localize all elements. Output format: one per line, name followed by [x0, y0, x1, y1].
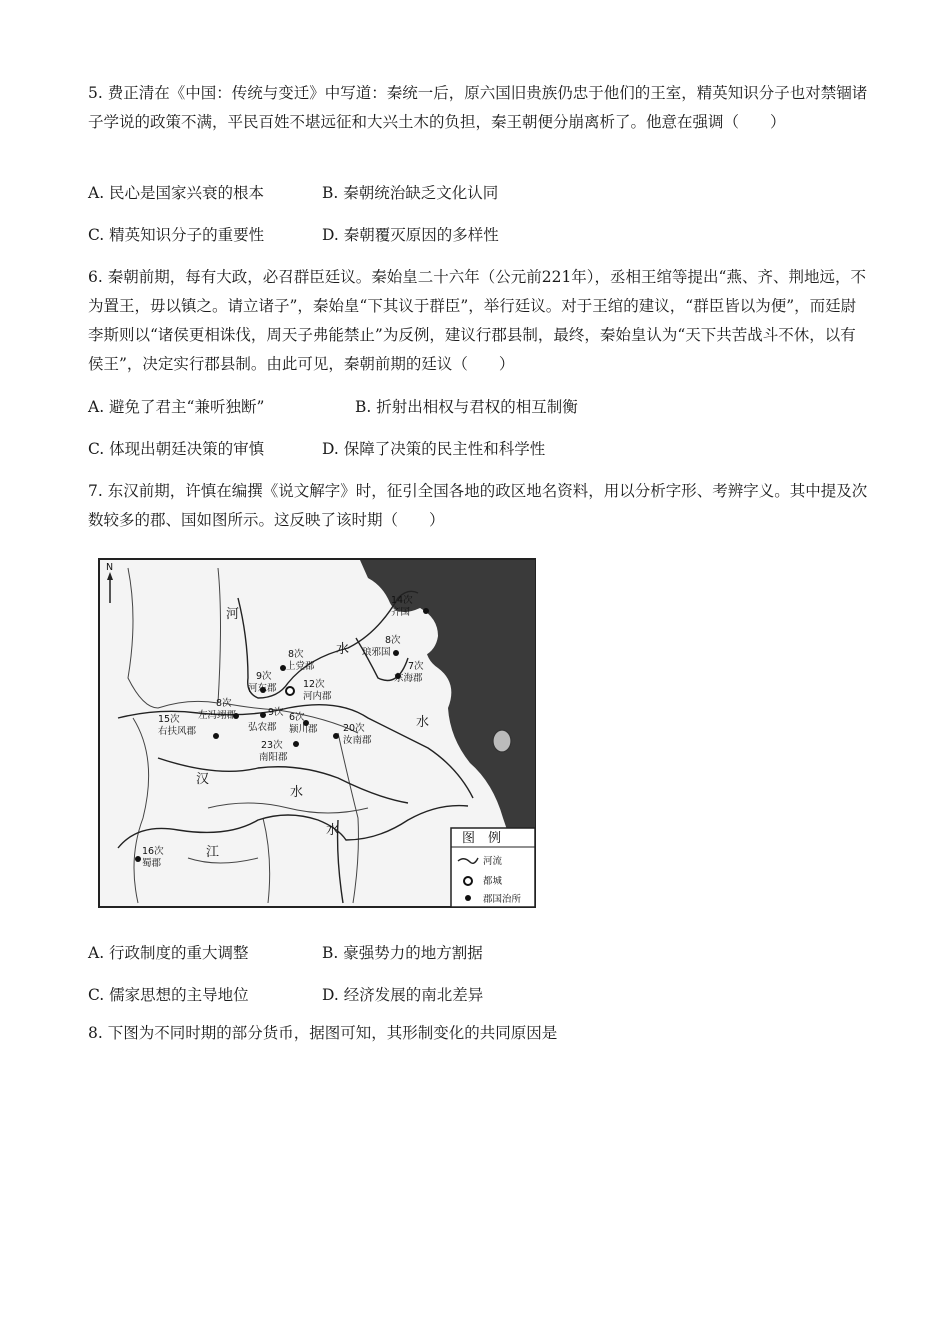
svg-text:9次: 9次 [256, 671, 272, 682]
river-label-he: 河 [226, 607, 240, 622]
svg-text:12次: 12次 [303, 679, 325, 690]
svg-text:弘农郡: 弘农郡 [248, 722, 277, 733]
svg-text:9次: 9次 [268, 707, 284, 718]
legend-capital: 都城 [483, 876, 503, 887]
svg-text:南阳郡: 南阳郡 [259, 752, 288, 763]
svg-text:8次: 8次 [288, 649, 304, 660]
svg-text:上党郡: 上党郡 [286, 661, 315, 672]
river-label-shui2: 水 [416, 715, 430, 730]
svg-text:汝南郡: 汝南郡 [343, 735, 372, 746]
question-5-option-a[interactable]: A. 民心是国家兴衰的根本 [88, 184, 265, 202]
map-legend [451, 828, 535, 907]
svg-text:蜀郡: 蜀郡 [142, 858, 162, 869]
svg-text:23次: 23次 [261, 740, 283, 751]
question-5-stem: 5. 费正清在《中国：传统与变迁》中写道：秦统一后，原六国旧贵族仍忠于他们的王室，精英知识分子也对禁锢诸子学说的政策不满，平民百姓不堪远征和大兴土木的负担，秦王朝便分崩离析了。他意在强调（ ） [88, 84, 868, 131]
capital-icon [464, 877, 472, 885]
river-label-shui3: 水 [290, 785, 304, 800]
question-6-option-c[interactable]: C. 体现出朝廷决策的审慎 [88, 440, 265, 458]
question-7-option-c[interactable]: C. 儒家思想的主导地位 [88, 986, 249, 1004]
lake [493, 730, 511, 752]
svg-text:东海郡: 东海郡 [394, 673, 423, 684]
svg-text:20次: 20次 [343, 723, 365, 734]
seat-icon [465, 895, 471, 901]
question-5-option-c[interactable]: C. 精英知识分子的重要性 [88, 226, 265, 244]
svg-text:14次: 14次 [391, 595, 413, 606]
north-label: N [106, 562, 114, 573]
river-label-jiang: 江 [206, 845, 220, 860]
svg-text:齐国: 齐国 [391, 607, 411, 618]
legend-river: 河流 [483, 856, 503, 867]
svg-text:右扶风郡: 右扶风郡 [158, 726, 197, 737]
svg-text:河内郡: 河内郡 [303, 691, 332, 702]
question-7-stem: 7. 东汉前期，许慎在编撰《说文解字》时，征引全国各地的政区地名资料，用以分析字形、考辨字义。其中提及次数较多的郡、国如图所示。这反映了该时期（ ） [88, 482, 868, 529]
question-6-option-a[interactable]: A. 避免了君主“兼听独断” [88, 398, 265, 416]
svg-text:16次: 16次 [142, 846, 164, 857]
svg-text:8次: 8次 [216, 698, 232, 709]
svg-text:7次: 7次 [408, 661, 424, 672]
river-label-shui4: 水 [326, 823, 340, 838]
question-5-option-b[interactable]: B. 秦朝统治缺乏文化认同 [322, 184, 499, 202]
svg-text:河东郡: 河东郡 [248, 683, 277, 694]
svg-text:8次: 8次 [385, 635, 401, 646]
river-label-han: 汉 [196, 772, 210, 787]
question-7-option-d[interactable]: D. 经济发展的南北差异 [322, 986, 484, 1004]
svg-text:琅邪国: 琅邪国 [362, 647, 391, 658]
legend-seat: 郡国治所 [483, 894, 522, 905]
question-6-option-b[interactable]: B. 折射出相权与君权的相互制衡 [355, 398, 578, 416]
question-6-stem: 6. 秦朝前期，每有大政，必召群臣廷议。秦始皇二十六年（公元前221年），丞相王绾等提出“燕、齐、荆地远，不为置王，毋以镇之。请立诸子”，秦始皇“下其议于群臣”，举行廷议。对于王绾的建议，“群臣皆以为便”，而廷尉李斯则以“诸侯更相诛伐，周天子弗能禁止”为反例，建议行郡县制，最终，秦始皇认为“天下共苦战斗不休，以有侯王”，决定实行郡县制。由此可见，秦朝前期的廷议（ ） [88, 268, 866, 373]
han-commanderies-map [98, 558, 538, 910]
svg-text:颍川郡: 颍川郡 [289, 724, 318, 735]
river-label-shui1: 水 [336, 642, 350, 657]
question-6-option-d[interactable]: D. 保障了决策的民主性和科学性 [322, 440, 546, 458]
question-8-stem: 8. 下图为不同时期的部分货币，据图可知，其形制变化的共同原因是 [88, 1024, 558, 1042]
svg-text:15次: 15次 [158, 714, 180, 725]
legend-title: 图 例 [462, 831, 502, 846]
question-7-option-b[interactable]: B. 豪强势力的地方割据 [322, 944, 483, 962]
svg-text:6次: 6次 [289, 712, 305, 723]
question-5-option-d[interactable]: D. 秦朝覆灭原因的多样性 [322, 226, 499, 244]
svg-text:左冯翊郡: 左冯翊郡 [198, 710, 237, 721]
question-7-option-a[interactable]: A. 行政制度的重大调整 [88, 944, 249, 962]
